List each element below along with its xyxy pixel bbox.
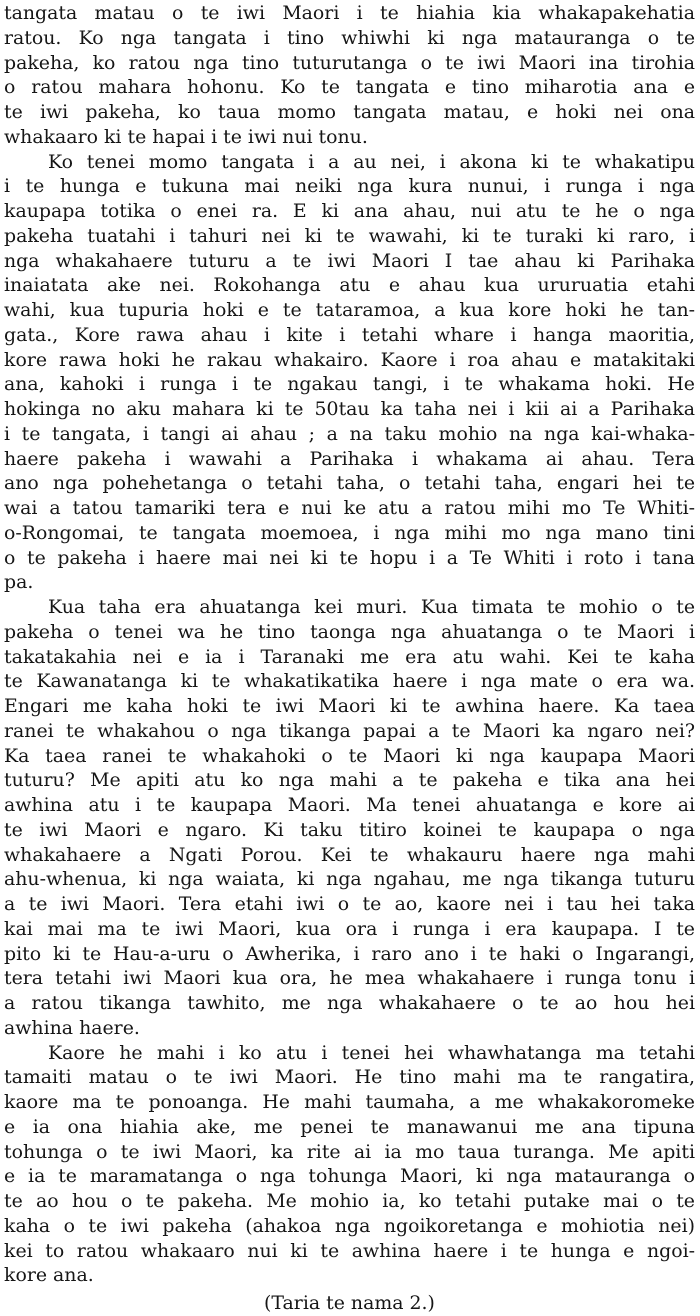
text-line: kore ana. bbox=[4, 1264, 94, 1287]
text-line: te Kawanatanga ki te whakatikatika haere i nga mate o era wa. bbox=[4, 670, 695, 693]
text-line: kai mai ma te iwi Maori, kua ora i runga i era kaupapa. I te bbox=[4, 917, 695, 940]
text-line: ahu-whenua, ki nga waiata, ki nga ngahau, me nga tikanga tuturu bbox=[4, 868, 695, 891]
text-line: e ia te maramatanga o nga tohunga Maori, ki nga matauranga o bbox=[4, 1165, 695, 1188]
text-line: gata., Kore rawa ahau i kite i tetahi whare i hanga maoritia, bbox=[4, 323, 695, 346]
text-line: o-Rongomai, te tangata moemoea, i nga mihi mo nga mano tini bbox=[4, 521, 695, 544]
text-line: tera tetahi iwi Maori kua ora, he mea whakahaere i runga tonu i bbox=[4, 967, 695, 990]
text-line: te iwi Maori e ngaro. Ki taku titiro koinei te kaupapa o nga bbox=[4, 818, 695, 841]
text-line: te ao hou o te pakeha. Me mohio ia, ko tetahi putake mai o te bbox=[4, 1190, 695, 1212]
body-text bbox=[4, 1, 695, 1288]
text-line: kore rawa hoki he rakau whakairo. Kaore i roa ahau e matakitaki bbox=[4, 348, 695, 371]
text-line: tamaiti matau o te iwi Maori. He tino mahi ma te rangatira, bbox=[4, 1066, 695, 1089]
text-line: kaupapa totika o enei ra. E ki ana ahau, nui atu te he o nga bbox=[4, 200, 695, 222]
text-line: a te iwi Maori. Tera etahi iwi o te ao, kaore nei i tau hei taka bbox=[4, 893, 695, 915]
text-line: ana, kahoki i runga i te ngakau tangi, i te whakama hoki. He bbox=[4, 373, 695, 396]
text-line: kei to ratou whakaaro nui ki te awhina haere i te hunga e ngoi- bbox=[4, 1239, 695, 1262]
paragraph bbox=[4, 1041, 695, 1289]
paragraph bbox=[4, 1, 695, 150]
text-line: Ka taea ranei te whakahoki o te Maori ki nga kaupapa Maori bbox=[4, 744, 695, 767]
text-line: kaore ma te ponoanga. He mahi taumaha, a me whakakoromeke bbox=[4, 1091, 695, 1113]
text-line: o te pakeha i haere mai nei ki te hopu i a Te Whiti i roto i tana bbox=[4, 546, 695, 569]
paragraph bbox=[4, 150, 695, 596]
paragraph bbox=[4, 595, 695, 1041]
text-line: pito ki te Hau-a-uru o Awherika, i raro ano i te haki o Ingarangi, bbox=[4, 942, 695, 965]
text-line: a ratou tikanga tawhito, me nga whakahaere o te ao hou hei bbox=[4, 992, 695, 1014]
text-line: pakeha o tenei wa he tino taonga nga ahuatanga o te Maori i bbox=[4, 620, 695, 643]
text-line: i te hunga e tukuna mai neiki nga kura nunui, i runga i nga bbox=[4, 175, 695, 198]
text-line: ano nga pohehetanga o tetahi taha, o tetahi taha, engari hei te bbox=[4, 472, 695, 495]
text-line: hokinga no aku mahara ki te 50tau ka taha nei i kii ai a Parihaka bbox=[4, 398, 695, 420]
text-line: o ratou mahara hohonu. Ko te tangata e tino miharotia ana e bbox=[4, 76, 695, 99]
text-line: whakahaere a Ngati Porou. Kei te whakauru haere nga mahi bbox=[4, 843, 695, 866]
text-line: ratou. Ko nga tangata i tino whiwhi ki nga matauranga o te bbox=[4, 26, 695, 49]
text-line: awhina atu i te kaupapa Maori. Ma tenei ahuatanga e kore ai bbox=[4, 794, 695, 816]
text-line: Engari me kaha hoki te iwi Maori ki te awhina haere. Ka taea bbox=[4, 695, 695, 717]
text-line: haere pakeha i wawahi a Parihaka i whakama ai ahau. Tera bbox=[4, 447, 695, 470]
text-line: wahi, kua tupuria hoki e te tataramoa, a kua kore hoki he tan- bbox=[4, 299, 695, 321]
text-line: Ko tenei momo tangata i a au nei, i akona ki te whakatipu bbox=[48, 150, 695, 173]
text-line: pakeha tuatahi i tahuri nei ki te wawahi, ki te turaki ki raro, i bbox=[4, 224, 695, 247]
text-line: wai a tatou tamariki tera e nui ke atu a ratou mihi mo Te Whiti- bbox=[4, 497, 695, 519]
text-line: pakeha, ko ratou nga tino tuturutanga o te iwi Maori ina tirohia bbox=[4, 51, 695, 74]
continuation-note: (Taria te nama 2.) bbox=[264, 1292, 435, 1314]
text-line: nga whakahaere tuturu a te iwi Maori I tae ahau ki Parihaka bbox=[4, 249, 695, 272]
text-line: Kaore he mahi i ko atu i tenei hei whawhatanga ma tetahi bbox=[48, 1041, 695, 1064]
text-line: te iwi pakeha, ko taua momo tangata matau, e hoki nei ona bbox=[4, 101, 695, 123]
text-line: pa. bbox=[4, 571, 34, 594]
text-line: kaha o te iwi pakeha (ahakoa nga ngoikoretanga e mohiotia nei) bbox=[4, 1214, 695, 1237]
text-line: takatakahia nei e ia i Taranaki me era atu wahi. Kei te kaha bbox=[4, 645, 695, 668]
text-line: tohunga o te iwi Maori, ka rite ai ia mo taua turanga. Me apiti bbox=[4, 1140, 695, 1163]
text-line: awhina haere. bbox=[4, 1016, 140, 1039]
text-line: inaiatata ake nei. Rokohanga atu e ahau kua ururuatia etahi bbox=[4, 274, 695, 297]
text-line: whakaaro ki te hapai i te iwi nui tonu. bbox=[4, 125, 368, 148]
text-line: tangata matau o te iwi Maori i te hiahia kia whakapakehatia bbox=[4, 2, 695, 24]
text-line: Kua taha era ahuatanga kei muri. Kua timata te mohio o te bbox=[48, 596, 695, 618]
text-line: tuturu? Me apiti atu ko nga mahi a te pakeha e tika ana hei bbox=[4, 769, 695, 792]
text-line: ranei te whakahou o nga tikanga papai a te Maori ka ngaro nei? bbox=[4, 719, 695, 742]
text-line: e ia ona hiahia ake, me penei te manawanui me ana tipuna bbox=[4, 1115, 695, 1138]
text-line: i te tangata, i tangi ai ahau ; a na taku mohio na nga kai-whaka- bbox=[4, 422, 695, 445]
